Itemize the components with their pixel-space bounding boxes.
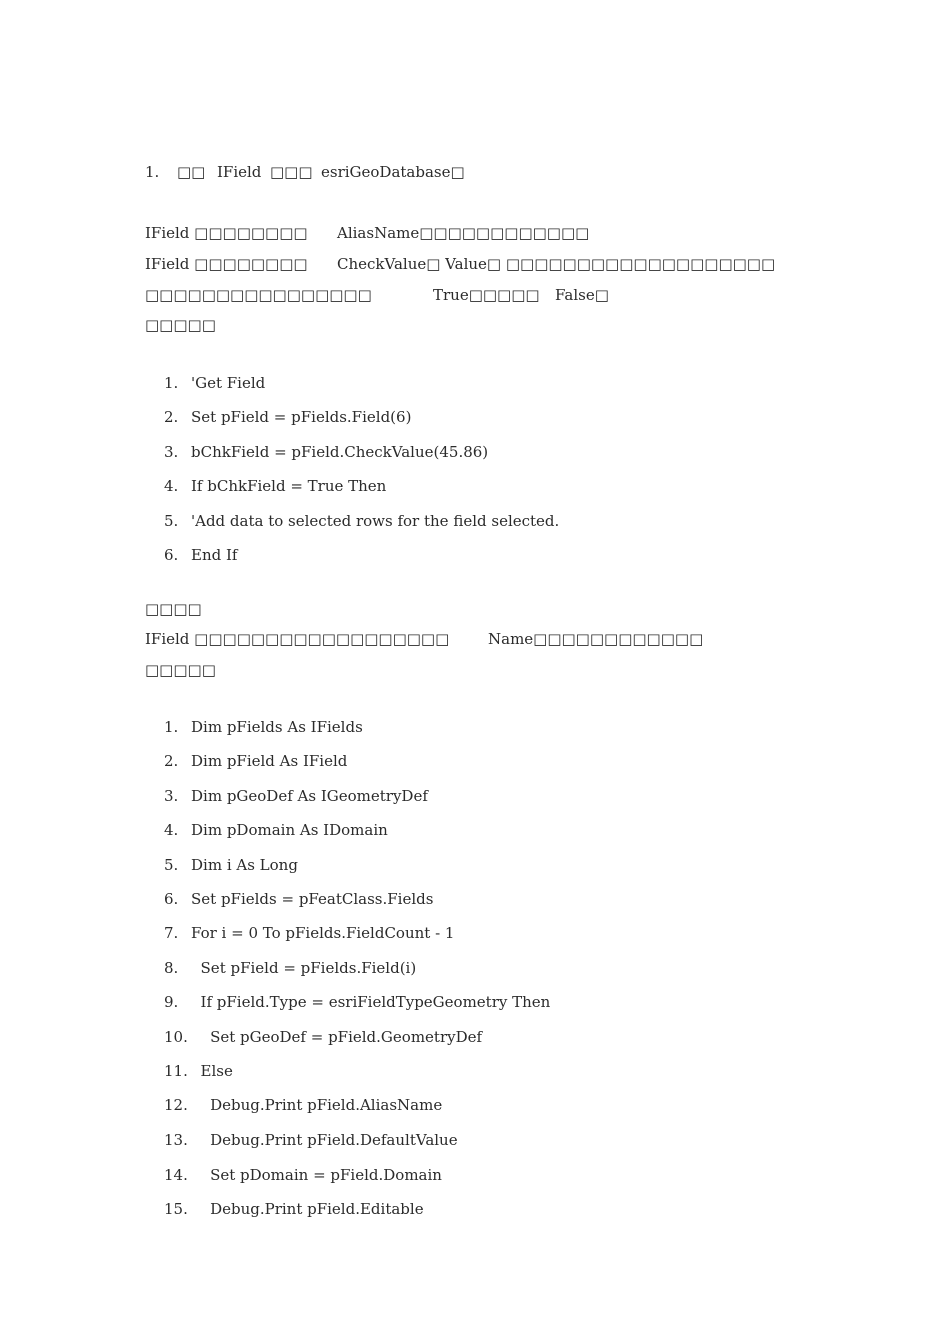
- line-number: 4.: [164, 477, 179, 495]
- paragraph-text: IField □□□□□□□□: [145, 224, 308, 242]
- line-number: 5.: [164, 512, 179, 530]
- code-text: If bChkField = True Then: [191, 477, 387, 495]
- code-text: Set pDomain = pField.Domain: [191, 1166, 442, 1184]
- paragraph-text: CheckValue□ Value□ □□□□□□□□□□□□□□□□□□□: [337, 255, 776, 273]
- code-text: 'Add data to selected rows for the field selected.: [191, 512, 560, 530]
- line-number: 14.: [164, 1166, 188, 1184]
- paragraph-text: □□□□: [145, 600, 202, 618]
- code-text: Dim i As Long: [191, 856, 298, 874]
- code-text: Set pField = pFields.Field(6): [191, 408, 412, 426]
- line-number: 8.: [164, 959, 179, 977]
- code-text: 'Get Field: [191, 374, 266, 392]
- code-text: Dim pFields As IFields: [191, 718, 363, 736]
- line-number: 7.: [164, 924, 179, 942]
- line-number: 10.: [164, 1028, 188, 1046]
- line-number: 3.: [164, 787, 179, 805]
- code-line: [164, 856, 298, 874]
- code-line: [164, 408, 411, 426]
- code-line: [164, 443, 488, 461]
- code-line: [164, 374, 265, 392]
- code-text: Dim pGeoDef As IGeometryDef: [191, 787, 428, 805]
- code-text: Dim pField As IField: [191, 752, 348, 770]
- code-line: [164, 1096, 442, 1114]
- line-number: 12.: [164, 1096, 188, 1114]
- code-line: [164, 993, 550, 1011]
- code-text: Debug.Print pField.DefaultValue: [191, 1131, 458, 1149]
- code-line: [164, 477, 386, 495]
- code-line: [164, 959, 416, 977]
- line-number: 2.: [164, 408, 179, 426]
- line-number: 5.: [164, 856, 179, 874]
- code-line: [164, 787, 428, 805]
- paragraph-text: □□□□□: [145, 661, 216, 679]
- code-line: [164, 890, 433, 908]
- paragraph-text: AliasName□□□□□□□□□□□□: [337, 224, 590, 242]
- code-text: For i = 0 To pFields.FieldCount - 1: [191, 924, 455, 942]
- code-text: bChkField = pField.CheckValue(45.86): [191, 443, 489, 461]
- code-text: Debug.Print pField.Editable: [191, 1200, 424, 1218]
- line-number: 4.: [164, 821, 179, 839]
- code-line: [164, 1131, 458, 1149]
- line-number: 15.: [164, 1200, 188, 1218]
- code-line: [164, 1200, 424, 1218]
- line-number: 13.: [164, 1131, 188, 1149]
- code-line: [164, 924, 454, 942]
- code-line: [164, 1166, 442, 1184]
- code-text: Set pField = pFields.Field(i): [191, 959, 417, 977]
- section-heading-middle: □□□: [270, 163, 313, 181]
- paragraph-text: False□: [555, 286, 609, 304]
- line-number: 1.: [164, 718, 179, 736]
- paragraph-text: IField □□□□□□□□□□□□□□□□□□: [145, 630, 450, 648]
- code-text: If pField.Type = esriFieldTypeGeometry Then: [191, 993, 551, 1011]
- line-number: 2.: [164, 752, 179, 770]
- section-number: 1.: [145, 163, 160, 181]
- code-text: Dim pDomain As IDomain: [191, 821, 388, 839]
- code-text: Set pGeoDef = pField.GeometryDef: [191, 1028, 483, 1046]
- line-number: 6.: [164, 890, 179, 908]
- code-line: [164, 1062, 233, 1080]
- code-text: Debug.Print pField.AliasName: [191, 1096, 443, 1114]
- line-number: 9.: [164, 993, 179, 1011]
- code-line: [164, 718, 363, 736]
- line-number: 3.: [164, 443, 179, 461]
- paragraph-text: IField □□□□□□□□: [145, 255, 308, 273]
- code-text: End If: [191, 546, 238, 564]
- section-heading-interface: IField: [217, 163, 262, 181]
- line-number: 1.: [164, 374, 179, 392]
- paragraph-text: Name□□□□□□□□□□□□: [488, 630, 704, 648]
- section-heading-library: esriGeoDatabase□: [321, 163, 465, 181]
- code-text: Set pFields = pFeatClass.Fields: [191, 890, 434, 908]
- code-text: Else: [191, 1062, 233, 1080]
- code-line: [164, 821, 388, 839]
- line-number: 11.: [164, 1062, 188, 1080]
- section-heading-prefix: □□: [177, 163, 206, 181]
- paragraph-text: True□□□□□: [433, 286, 540, 304]
- code-line: [164, 512, 559, 530]
- line-number: 6.: [164, 546, 179, 564]
- paragraph-text: □□□□□: [145, 316, 216, 334]
- code-line: [164, 752, 347, 770]
- code-line: [164, 546, 237, 564]
- code-line: [164, 1028, 482, 1046]
- paragraph-text: □□□□□□□□□□□□□□□□: [145, 286, 372, 304]
